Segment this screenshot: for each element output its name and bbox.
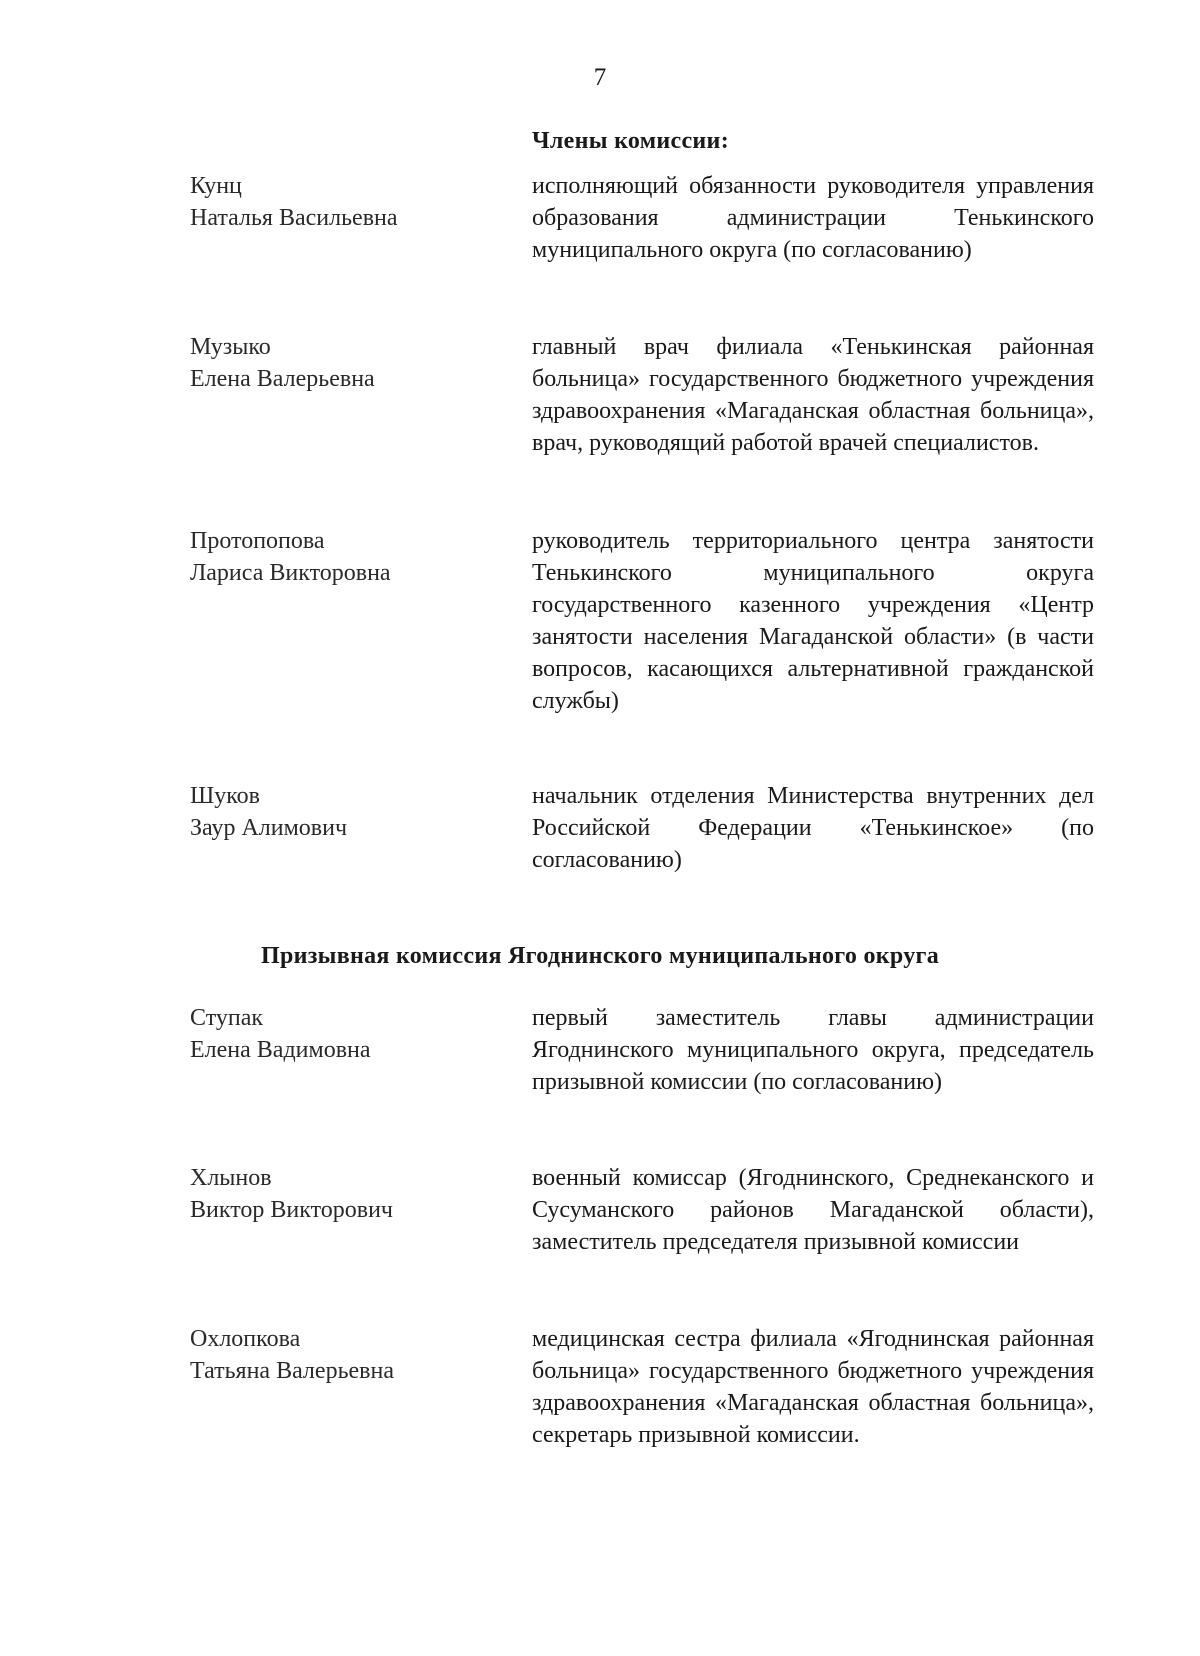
member-name [190, 780, 490, 844]
member-surname: Музыко [190, 334, 271, 360]
member-surname: Охлопкова [190, 1326, 301, 1352]
member-role: исполняющий обязанности руководителя управления образования администрации Тенькинского муниципального округа (по согласованию) [532, 173, 1094, 263]
member-given-name: Елена Валерьевна [190, 366, 375, 392]
section-heading: Призывная комиссия Ягоднинского муниципального округа [260, 943, 940, 969]
page-number: 7 [593, 64, 607, 91]
member-name [190, 170, 490, 234]
member-surname: Протопопова [190, 528, 325, 554]
member-role: начальник отделения Министерства внутренних дел Российской Федерации «Тенькинское» (по согласованию) [532, 783, 1094, 873]
member-role: руководитель территориального центра занятости Тенькинского муниципального округа государственного казенного учреждения «Центр занятости населения Магаданской области» (в части вопросов, касающихся альтернативной гражданской службы) [532, 528, 1094, 714]
member-given-name: Виктор Викторович [190, 1197, 393, 1223]
member-name [190, 1323, 490, 1387]
member-role: главный врач филиала «Тенькинская районная больница» государственного бюджетного учреждения здравоохранения «Магаданская областная больница», врач, руководящий работой врачей специалистов. [532, 334, 1094, 456]
member-given-name: Наталья Васильевна [190, 205, 398, 231]
member-given-name: Елена Вадимовна [190, 1037, 371, 1063]
member-surname: Шуков [190, 783, 260, 809]
member-name [190, 1002, 490, 1066]
member-name [190, 331, 490, 395]
member-given-name: Лариса Викторовна [190, 560, 391, 586]
member-name [190, 1162, 490, 1226]
member-role: первый заместитель главы администрации Ягоднинского муниципального округа, председатель призывной комиссии (по согласованию) [532, 1005, 1094, 1095]
member-role: медицинская сестра филиала «Ягоднинская районная больница» государственного бюджетного учреждения здравоохранения «Магаданская областная больница», секретарь призывной комиссии. [532, 1326, 1094, 1448]
member-given-name: Заур Алимович [190, 815, 348, 841]
member-given-name: Татьяна Валерьевна [190, 1358, 394, 1384]
member-role: военный комиссар (Ягоднинского, Среднеканского и Сусуманского районов Магаданской области), заместитель председателя призывной комиссии [532, 1165, 1094, 1255]
member-surname: Кунц [190, 173, 242, 199]
members-heading: Члены комиссии: [532, 128, 729, 154]
member-name [190, 525, 490, 589]
member-surname: Хлынов [190, 1165, 272, 1191]
member-surname: Ступак [190, 1005, 264, 1031]
